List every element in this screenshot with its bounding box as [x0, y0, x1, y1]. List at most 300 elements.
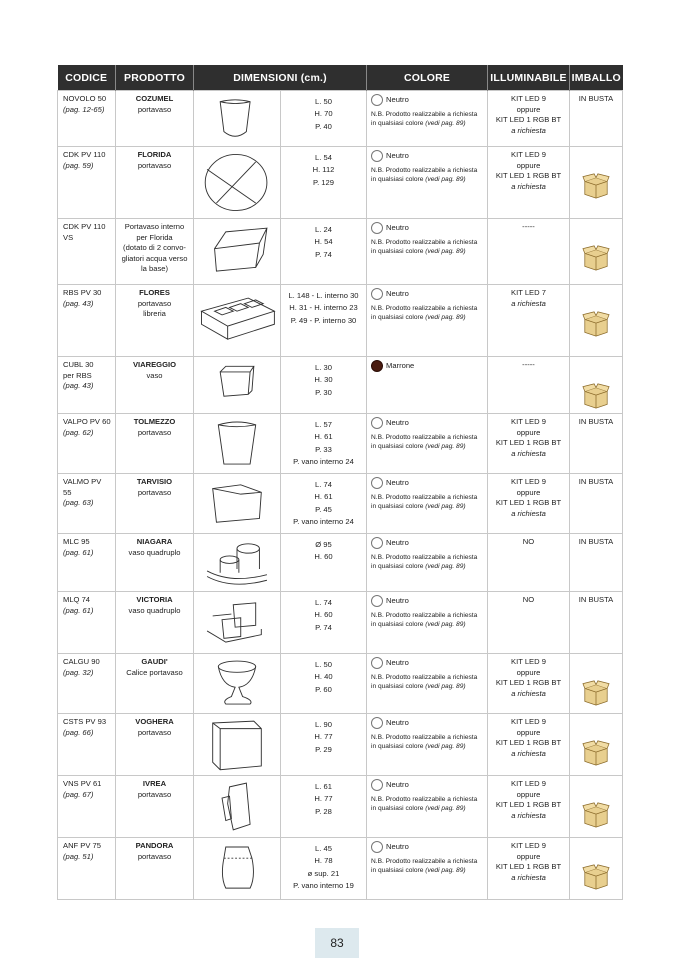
cardboard-box-icon: [582, 244, 610, 272]
color-option: [371, 360, 483, 372]
dimensions-cell: L. 74 H. 61 P. 45 P. vano interno 24: [281, 474, 367, 534]
packaging-cell: [570, 219, 623, 285]
cardboard-box-icon: [582, 172, 610, 200]
color-cell: [367, 474, 488, 534]
lum-line: oppure: [516, 789, 541, 799]
color-note-ref: (vedi pag. 89): [425, 621, 466, 628]
product-code: VALMO PV 55: [63, 477, 102, 497]
packaging-cell: [570, 357, 623, 414]
color-note: [371, 733, 483, 751]
product-name: FLORIDA: [137, 150, 172, 159]
dimensions-cell: L. 57 H. 61 P. 33 P. vano interno 24: [281, 414, 367, 474]
product-cell: [116, 285, 194, 357]
code-cell: [58, 838, 116, 900]
color-note-text: N.B. Prodotto realizzabile a richiesta in qualsiasi colore: [371, 612, 478, 628]
color-cell: [367, 147, 488, 219]
product-drawing: [194, 357, 280, 413]
product-code: NOVOLO 50: [63, 94, 107, 103]
illuminable-cell: [488, 776, 570, 838]
illuminable-cell: [488, 592, 570, 654]
product-code: CDK PV 110 VS: [63, 222, 106, 242]
table-row: [58, 357, 623, 414]
color-name: Neutro: [386, 150, 409, 160]
product-image-cell: [194, 357, 281, 414]
lum-line: -----: [522, 360, 535, 369]
header-imballo: IMBALLO: [570, 65, 623, 91]
table-row: [58, 776, 623, 838]
code-cell: [58, 474, 116, 534]
color-cell: [367, 592, 488, 654]
product-drawing: [194, 147, 280, 218]
color-cell: [367, 91, 488, 147]
color-cell: [367, 357, 488, 414]
color-option: [371, 841, 483, 853]
lum-line: oppure: [516, 160, 541, 170]
product-image-cell: [194, 838, 281, 900]
color-note-text: N.B. Prodotto realizzabile a richiesta in qualsiasi colore: [371, 239, 478, 255]
product-name: TOLMEZZO: [133, 417, 176, 426]
product-description: vaso: [146, 370, 163, 380]
color-swatch: [371, 537, 383, 549]
cardboard-box-icon: [582, 310, 610, 338]
lum-line: KIT LED 9: [511, 94, 546, 103]
product-image-cell: [194, 147, 281, 219]
product-image-cell: [194, 474, 281, 534]
product-code: ANF PV 75: [63, 841, 101, 850]
cardboard-box-icon: [582, 739, 610, 767]
table-row: [58, 91, 623, 147]
catalog-page-ref: (pag. 43): [63, 298, 94, 308]
lum-line: oppure: [516, 667, 541, 677]
product-drawing: [194, 219, 280, 284]
product-image-cell: [194, 714, 281, 776]
product-description: portavaso: [137, 487, 172, 497]
product-cell: [116, 592, 194, 654]
header-row: [58, 65, 623, 91]
product-description: portavaso libreria: [137, 298, 172, 319]
code-cell: [58, 414, 116, 474]
color-name: Neutro: [386, 595, 409, 605]
product-name: FLORES: [139, 288, 170, 297]
product-image-cell: [194, 776, 281, 838]
color-name: Neutro: [386, 841, 409, 851]
lum-line: a richiesta: [511, 688, 546, 698]
product-name: NIAGARA: [136, 537, 173, 546]
code-cell: [58, 219, 116, 285]
packaging-cell: [570, 147, 623, 219]
lum-line: KIT LED 1 RGB BT: [495, 498, 562, 508]
pack-label: IN BUSTA: [578, 595, 614, 604]
header-colore: COLORE: [367, 65, 488, 91]
catalog-page-ref: (pag. 62): [63, 427, 94, 437]
illuminable-cell: [488, 534, 570, 592]
table-row: [58, 592, 623, 654]
product-name: COZUMEL: [135, 94, 174, 103]
product-description: portavaso: [137, 727, 172, 737]
lum-line: KIT LED 1 RGB BT: [495, 678, 562, 688]
color-note-text: N.B. Prodotto realizzabile a richiesta in qualsiasi colore: [371, 796, 478, 812]
color-swatch: [371, 150, 383, 162]
color-note-text: N.B. Prodotto realizzabile a richiesta in qualsiasi colore: [371, 167, 478, 183]
product-drawing: [194, 838, 280, 899]
color-note-text: N.B. Prodotto realizzabile a richiesta in qualsiasi colore: [371, 111, 478, 127]
code-cell: [58, 147, 116, 219]
dimensions-cell: L. 50 H. 40 P. 60: [281, 654, 367, 714]
color-note-text: N.B. Prodotto realizzabile a richiesta in qualsiasi colore: [371, 554, 478, 570]
lum-line: a richiesta: [511, 125, 546, 135]
code-cell: [58, 534, 116, 592]
color-cell: [367, 654, 488, 714]
color-option: [371, 477, 483, 489]
dimensions-cell: L. 24 H. 54 P. 74: [281, 219, 367, 285]
cardboard-box-icon: [582, 863, 610, 891]
code-cell: [58, 91, 116, 147]
lum-line: KIT LED 1 RGB BT: [495, 171, 562, 181]
product-code: MLC 95: [63, 537, 90, 546]
catalog-page-ref: (pag. 43): [63, 381, 94, 391]
product-cell: [116, 219, 194, 285]
color-note-ref: (vedi pag. 89): [425, 248, 466, 255]
color-option: [371, 717, 483, 729]
color-option: [371, 537, 483, 549]
product-image-cell: [194, 414, 281, 474]
illuminable-cell: [488, 714, 570, 776]
lum-line: KIT LED 1 RGB BT: [495, 738, 562, 748]
packaging-cell: [570, 414, 623, 474]
packaging-cell: [570, 91, 623, 147]
color-option: [371, 779, 483, 791]
product-cell: [116, 654, 194, 714]
table-row: [58, 714, 623, 776]
color-note-text: N.B. Prodotto realizzabile a richiesta in qualsiasi colore: [371, 305, 478, 321]
color-name: Neutro: [386, 657, 409, 667]
lum-line: -----: [522, 222, 535, 231]
lum-line: NO: [522, 595, 535, 604]
catalog-page-ref: (pag. 12-65): [63, 104, 105, 114]
product-drawing: [194, 91, 280, 146]
product-drawing: [194, 285, 280, 356]
product-code: CALGU 90: [63, 657, 100, 666]
color-swatch: [371, 841, 383, 853]
color-option: [371, 657, 483, 669]
product-image-cell: [194, 285, 281, 357]
table-row: [58, 414, 623, 474]
table-row: [58, 219, 623, 285]
code-cell: [58, 776, 116, 838]
packaging-cell: [570, 474, 623, 534]
pack-label: IN BUSTA: [578, 477, 614, 486]
lum-line: a richiesta: [511, 810, 546, 820]
header-illuminabile: ILLUMINABILE: [488, 65, 570, 91]
color-swatch: [371, 417, 383, 429]
color-option: [371, 417, 483, 429]
catalog-page-ref: (pag. 61): [63, 547, 94, 557]
lum-line: oppure: [516, 427, 541, 437]
color-option: [371, 222, 483, 234]
color-note: [371, 304, 483, 322]
cardboard-box-icon: [582, 382, 610, 410]
product-cell: [116, 91, 194, 147]
lum-line: NO: [522, 537, 535, 546]
product-code: CSTS PV 93: [63, 717, 107, 726]
color-swatch: [371, 360, 383, 372]
lum-line: a richiesta: [511, 298, 546, 308]
color-swatch: [371, 779, 383, 791]
product-drawing: [194, 654, 280, 713]
illuminable-cell: [488, 219, 570, 285]
product-description: Portavaso interno per Florida (dotato di 2 convo- gliatori acqua verso la base): [121, 222, 188, 274]
color-name: Neutro: [386, 94, 409, 104]
lum-line: a richiesta: [511, 181, 546, 191]
table-row: [58, 474, 623, 534]
product-name: TARVISIO: [136, 477, 173, 486]
color-note-ref: (vedi pag. 89): [425, 314, 466, 321]
lum-line: oppure: [516, 851, 541, 861]
lum-line: a richiesta: [511, 748, 546, 758]
catalog-page-ref: (pag. 32): [63, 667, 94, 677]
color-swatch: [371, 595, 383, 607]
packaging-cell: [570, 776, 623, 838]
color-note-ref: (vedi pag. 89): [425, 867, 466, 874]
lum-line: a richiesta: [511, 872, 546, 882]
color-name: Neutro: [386, 779, 409, 789]
product-description: portavaso: [137, 427, 172, 437]
product-drawing: [194, 534, 280, 591]
product-name: VICTORIA: [136, 595, 173, 604]
color-name: Neutro: [386, 477, 409, 487]
color-note: [371, 238, 483, 256]
lum-line: oppure: [516, 104, 541, 114]
color-cell: [367, 285, 488, 357]
color-name: Neutro: [386, 717, 409, 727]
product-drawing: [194, 414, 280, 473]
catalog-page-ref: (pag. 59): [63, 160, 94, 170]
dimensions-cell: L. 90 H. 77 P. 29: [281, 714, 367, 776]
header-dimensioni: DIMENSIONI (cm.): [194, 65, 367, 91]
product-description: portavaso: [137, 789, 172, 799]
illuminable-cell: [488, 285, 570, 357]
lum-line: KIT LED 7: [511, 288, 546, 297]
color-option: [371, 288, 483, 300]
product-cell: [116, 147, 194, 219]
packaging-cell: [570, 592, 623, 654]
product-code: VNS PV 61: [63, 779, 102, 788]
page-number: 83: [315, 928, 359, 958]
lum-line: KIT LED 9: [511, 779, 546, 788]
product-code: CDK PV 110: [63, 150, 106, 159]
color-swatch: [371, 717, 383, 729]
product-cell: [116, 776, 194, 838]
lum-line: KIT LED 1 RGB BT: [495, 862, 562, 872]
header-prodotto: PRODOTTO: [116, 65, 194, 91]
catalog-page-ref: (pag. 66): [63, 727, 94, 737]
packaging-cell: [570, 654, 623, 714]
pack-label: IN BUSTA: [578, 417, 614, 426]
color-note-text: N.B. Prodotto realizzabile a richiesta in qualsiasi colore: [371, 434, 478, 450]
product-cell: [116, 474, 194, 534]
dimensions-cell: L. 148 - L. interno 30 H. 31 - H. interno 23 P. 49 - P. interno 30: [281, 285, 367, 357]
code-cell: [58, 285, 116, 357]
product-drawing: [194, 714, 280, 775]
color-note: [371, 166, 483, 184]
packaging-cell: [570, 285, 623, 357]
color-note-ref: (vedi pag. 89): [425, 176, 466, 183]
product-name: VOGHERA: [135, 717, 174, 726]
illuminable-cell: [488, 414, 570, 474]
product-drawing: [194, 592, 280, 653]
color-note: [371, 673, 483, 691]
catalog-page-ref: (pag. 67): [63, 789, 94, 799]
illuminable-cell: [488, 838, 570, 900]
color-note: [371, 433, 483, 451]
color-option: [371, 150, 483, 162]
dimensions-cell: L. 74 H. 60 P. 74: [281, 592, 367, 654]
lum-line: KIT LED 9: [511, 150, 546, 159]
table-row: [58, 147, 623, 219]
product-code: RBS PV 30: [63, 288, 102, 297]
color-note-ref: (vedi pag. 89): [425, 443, 466, 450]
color-swatch: [371, 477, 383, 489]
color-note-text: N.B. Prodotto realizzabile a richiesta in qualsiasi colore: [371, 674, 478, 690]
product-description: Calice portavaso: [126, 667, 183, 677]
color-note-ref: (vedi pag. 89): [425, 120, 466, 127]
table-row: [58, 838, 623, 900]
product-cell: [116, 357, 194, 414]
color-cell: [367, 838, 488, 900]
color-note-ref: (vedi pag. 89): [425, 503, 466, 510]
lum-line: KIT LED 9: [511, 717, 546, 726]
color-note: [371, 493, 483, 511]
dimensions-cell: L. 30 H. 30 P. 30: [281, 357, 367, 414]
color-note: [371, 795, 483, 813]
pack-label: IN BUSTA: [578, 94, 614, 103]
color-note-ref: (vedi pag. 89): [425, 683, 466, 690]
color-swatch: [371, 657, 383, 669]
color-name: Neutro: [386, 222, 409, 232]
product-description: portavaso: [137, 104, 172, 114]
color-name: Neutro: [386, 537, 409, 547]
color-swatch: [371, 222, 383, 234]
product-description: vaso quadruplo: [128, 547, 181, 557]
lum-line: KIT LED 1 RGB BT: [495, 800, 562, 810]
product-cell: [116, 714, 194, 776]
product-name: GAUDI': [141, 657, 168, 666]
color-name: Neutro: [386, 288, 409, 298]
product-image-cell: [194, 592, 281, 654]
dimensions-cell: Ø 95 H. 60: [281, 534, 367, 592]
dimensions-cell: L. 54 H. 112 P. 129: [281, 147, 367, 219]
color-note-ref: (vedi pag. 89): [425, 805, 466, 812]
code-cell: [58, 592, 116, 654]
product-description: vaso quadruplo: [128, 605, 181, 615]
lum-line: KIT LED 9: [511, 657, 546, 666]
color-note: [371, 553, 483, 571]
product-drawing: [194, 776, 280, 837]
product-cell: [116, 534, 194, 592]
dimensions-cell: L. 61 H. 77 P. 28: [281, 776, 367, 838]
product-cell: [116, 414, 194, 474]
illuminable-cell: [488, 147, 570, 219]
lum-line: oppure: [516, 487, 541, 497]
product-code: VALPO PV 60: [63, 417, 111, 426]
dimensions-cell: L. 45 H. 78 ø sup. 21 P. vano interno 19: [281, 838, 367, 900]
packaging-cell: [570, 838, 623, 900]
product-name: IVREA: [142, 779, 167, 788]
illuminable-cell: [488, 91, 570, 147]
product-description: portavaso: [137, 160, 172, 170]
color-cell: [367, 776, 488, 838]
product-description: portavaso: [137, 851, 172, 861]
color-swatch: [371, 288, 383, 300]
catalog-page-ref: (pag. 63): [63, 498, 94, 508]
code-cell: [58, 357, 116, 414]
color-note-text: N.B. Prodotto realizzabile a richiesta in qualsiasi colore: [371, 734, 478, 750]
code-cell: [58, 654, 116, 714]
color-name: Neutro: [386, 417, 409, 427]
color-option: [371, 595, 483, 607]
color-cell: [367, 714, 488, 776]
product-image-cell: [194, 219, 281, 285]
color-swatch: [371, 94, 383, 106]
illuminable-cell: [488, 654, 570, 714]
color-note-text: N.B. Prodotto realizzabile a richiesta in qualsiasi colore: [371, 858, 478, 874]
product-image-cell: [194, 534, 281, 592]
catalog-page-ref: (pag. 61): [63, 605, 94, 615]
product-code: MLQ 74: [63, 595, 91, 604]
lum-line: a richiesta: [511, 448, 546, 458]
lum-line: KIT LED 1 RGB BT: [495, 438, 562, 448]
lum-line: KIT LED 9: [511, 841, 546, 850]
color-cell: [367, 219, 488, 285]
color-note-ref: (vedi pag. 89): [425, 563, 466, 570]
lum-line: KIT LED 9: [511, 417, 546, 426]
product-image-cell: [194, 91, 281, 147]
product-code: CUBL 30 per RBS: [63, 360, 94, 380]
dimensions-cell: L. 50 H. 70 P. 40: [281, 91, 367, 147]
lum-line: KIT LED 9: [511, 477, 546, 486]
table-row: [58, 654, 623, 714]
product-name: PANDORA: [135, 841, 174, 850]
product-drawing: [194, 474, 280, 533]
header-codice: CODICE: [58, 65, 116, 91]
lum-line: oppure: [516, 727, 541, 737]
product-cell: [116, 838, 194, 900]
illuminable-cell: [488, 474, 570, 534]
packaging-cell: [570, 534, 623, 592]
illuminable-cell: [488, 357, 570, 414]
color-note: [371, 611, 483, 629]
packaging-cell: [570, 714, 623, 776]
product-table: [57, 65, 623, 900]
lum-line: a richiesta: [511, 508, 546, 518]
color-name: Marrone: [386, 360, 415, 370]
table-row: [58, 534, 623, 592]
color-note: [371, 110, 483, 128]
color-option: [371, 94, 483, 106]
lum-line: KIT LED 1 RGB BT: [495, 115, 562, 125]
color-note-text: N.B. Prodotto realizzabile a richiesta in qualsiasi colore: [371, 494, 478, 510]
product-image-cell: [194, 654, 281, 714]
color-note: [371, 857, 483, 875]
cardboard-box-icon: [582, 679, 610, 707]
product-name: VIAREGGIO: [132, 360, 177, 369]
color-cell: [367, 534, 488, 592]
pack-label: IN BUSTA: [578, 537, 614, 546]
cardboard-box-icon: [582, 801, 610, 829]
table-row: [58, 285, 623, 357]
color-note-ref: (vedi pag. 89): [425, 743, 466, 750]
catalog-page-ref: (pag. 51): [63, 851, 94, 861]
